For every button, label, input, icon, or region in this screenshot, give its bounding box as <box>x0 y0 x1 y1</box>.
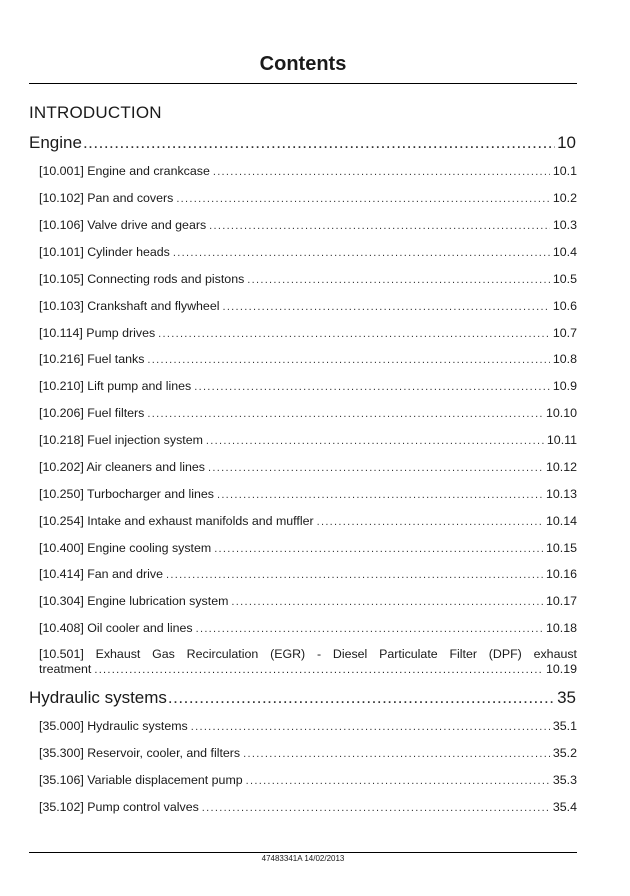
toc-entry-label: [10.102] Pan and covers <box>39 191 174 205</box>
toc-entry-page: 10.3 <box>552 218 577 232</box>
toc-entry-page: 10.4 <box>552 245 577 259</box>
toc-entry[interactable] <box>39 594 577 610</box>
toc-entry[interactable] <box>39 164 577 180</box>
dot-leader <box>246 774 550 789</box>
toc-section-label: Hydraulic systems <box>29 688 167 707</box>
toc-entry-label: [10.106] Valve drive and gears <box>39 218 207 232</box>
dot-leader <box>94 663 543 678</box>
title-rule <box>29 83 577 84</box>
toc-entry-page: 35.4 <box>552 800 577 814</box>
toc-entry-page: 10.8 <box>552 352 577 366</box>
toc-entry-label: [10.103] Crankshaft and flywheel <box>39 299 220 313</box>
toc-entry-page: 10.7 <box>552 326 577 340</box>
toc-section-hydraulic-systems[interactable] <box>29 688 577 708</box>
toc-entry[interactable] <box>39 191 577 207</box>
toc-entry[interactable] <box>39 406 577 422</box>
dot-leader <box>191 720 550 735</box>
toc-entry-page: 10.12 <box>545 460 577 474</box>
toc-entry[interactable] <box>39 218 577 234</box>
toc-entry-label: [10.105] Connecting rods and pistons <box>39 272 245 286</box>
toc-entry[interactable] <box>39 326 577 342</box>
toc-entry[interactable] <box>39 541 577 557</box>
toc-entry-label: [10.216] Fuel tanks <box>39 352 145 366</box>
footer-rule <box>29 852 577 853</box>
toc-entry-label: [10.206] Fuel filters <box>39 406 145 420</box>
toc-entry[interactable] <box>39 433 577 449</box>
toc-entry-label: [10.114] Pump drives <box>39 326 156 340</box>
toc-entry-page: 10.9 <box>552 379 577 393</box>
toc-entry-label: [10.218] Fuel injection system <box>39 433 203 447</box>
toc-entry-label: [10.400] Engine cooling system <box>39 541 212 555</box>
toc-entry-label-line1: [10.501] Exhaust Gas Recirculation (EGR) - Diesel Particulate Filter (DPF) exhaust <box>39 647 577 661</box>
toc-entry-page: 10.6 <box>552 299 577 313</box>
toc-introduction[interactable]: INTRODUCTION <box>29 103 162 122</box>
dot-leader <box>247 273 550 288</box>
toc-entry[interactable] <box>39 272 577 288</box>
dot-leader <box>209 219 550 234</box>
toc-entry-egr-dpf[interactable] <box>39 647 577 678</box>
toc-section-page: 10 <box>557 133 576 152</box>
dot-leader <box>231 595 543 610</box>
toc-entry-label: [10.101] Cylinder heads <box>39 245 170 259</box>
toc-entry[interactable] <box>39 621 577 637</box>
toc-entry-page: 10.19 <box>545 662 577 676</box>
toc-entry-label: [10.304] Engine lubrication system <box>39 594 229 608</box>
toc-entry-page: 10.2 <box>552 191 577 205</box>
toc-entry-page: 10.10 <box>545 406 577 420</box>
toc-entry-label: [10.202] Air cleaners and lines <box>39 460 206 474</box>
toc-entry-page: 35.1 <box>552 719 577 733</box>
toc-entry-label: [35.000] Hydraulic systems <box>39 719 188 733</box>
page-title: Contents <box>259 53 347 75</box>
toc-entry-label-line2: treatment <box>39 662 92 676</box>
toc-entry-page: 10.5 <box>552 272 577 286</box>
toc-entry[interactable] <box>39 567 577 583</box>
toc-entry-label: [10.414] Fan and drive <box>39 567 163 581</box>
dot-leader <box>196 622 543 637</box>
toc-entry-label: [10.250] Turbocharger and lines <box>39 487 214 501</box>
footer-doc-id-date: 47483341A 14/02/2013 <box>261 854 345 863</box>
dot-leader <box>83 133 555 153</box>
dot-leader <box>166 568 543 583</box>
toc-entry[interactable] <box>39 746 577 762</box>
dot-leader <box>173 246 550 261</box>
dot-leader <box>194 380 550 395</box>
toc-entry-label: [35.106] Variable displacement pump <box>39 773 243 787</box>
toc-entry-page: 10.13 <box>545 487 577 501</box>
toc-entry-page: 10.1 <box>552 164 577 178</box>
dot-leader <box>317 515 543 530</box>
toc-entry-label: [35.300] Reservoir, cooler, and filters <box>39 746 241 760</box>
dot-leader <box>217 488 543 503</box>
toc-entry-label: [10.001] Engine and crankcase <box>39 164 210 178</box>
toc-entry-page: 10.17 <box>545 594 577 608</box>
dot-leader <box>222 300 549 315</box>
toc-entry-page: 10.14 <box>545 514 577 528</box>
toc-entry-page: 10.16 <box>545 567 577 581</box>
toc-entry[interactable] <box>39 514 577 530</box>
toc-entry-label: [35.102] Pump control valves <box>39 800 199 814</box>
toc-entry-label: [10.408] Oil cooler and lines <box>39 621 193 635</box>
toc-entry[interactable] <box>39 352 577 368</box>
toc-entry[interactable] <box>39 299 577 315</box>
dot-leader <box>147 407 543 422</box>
toc-entry-page: 10.15 <box>545 541 577 555</box>
toc-section-label: Engine <box>29 133 82 152</box>
toc-section-engine[interactable] <box>29 133 577 153</box>
dot-leader <box>158 327 550 342</box>
dot-leader <box>208 461 543 476</box>
toc-entry-label: [10.210] Lift pump and lines <box>39 379 192 393</box>
dot-leader <box>147 353 549 368</box>
toc-entry[interactable] <box>39 800 577 816</box>
toc-entry-page: 35.3 <box>552 773 577 787</box>
toc-entry-label: [10.254] Intake and exhaust manifolds and muffler <box>39 514 314 528</box>
toc-entry[interactable] <box>39 773 577 789</box>
dot-leader <box>206 434 544 449</box>
dot-leader <box>243 747 550 762</box>
toc-entry[interactable] <box>39 460 577 476</box>
toc-section-page: 35 <box>557 688 576 707</box>
toc-entry-page: 35.2 <box>552 746 577 760</box>
toc-entry[interactable] <box>39 379 577 395</box>
toc-entry[interactable] <box>39 719 577 735</box>
toc-entry-page: 10.11 <box>546 433 577 447</box>
toc-entry[interactable] <box>39 487 577 503</box>
toc-entry-page: 10.18 <box>545 621 577 635</box>
toc-entry[interactable] <box>39 245 577 261</box>
dot-leader <box>168 688 555 708</box>
dot-leader <box>202 801 550 816</box>
dot-leader <box>176 192 550 207</box>
dot-leader <box>213 165 550 180</box>
dot-leader <box>214 542 543 557</box>
